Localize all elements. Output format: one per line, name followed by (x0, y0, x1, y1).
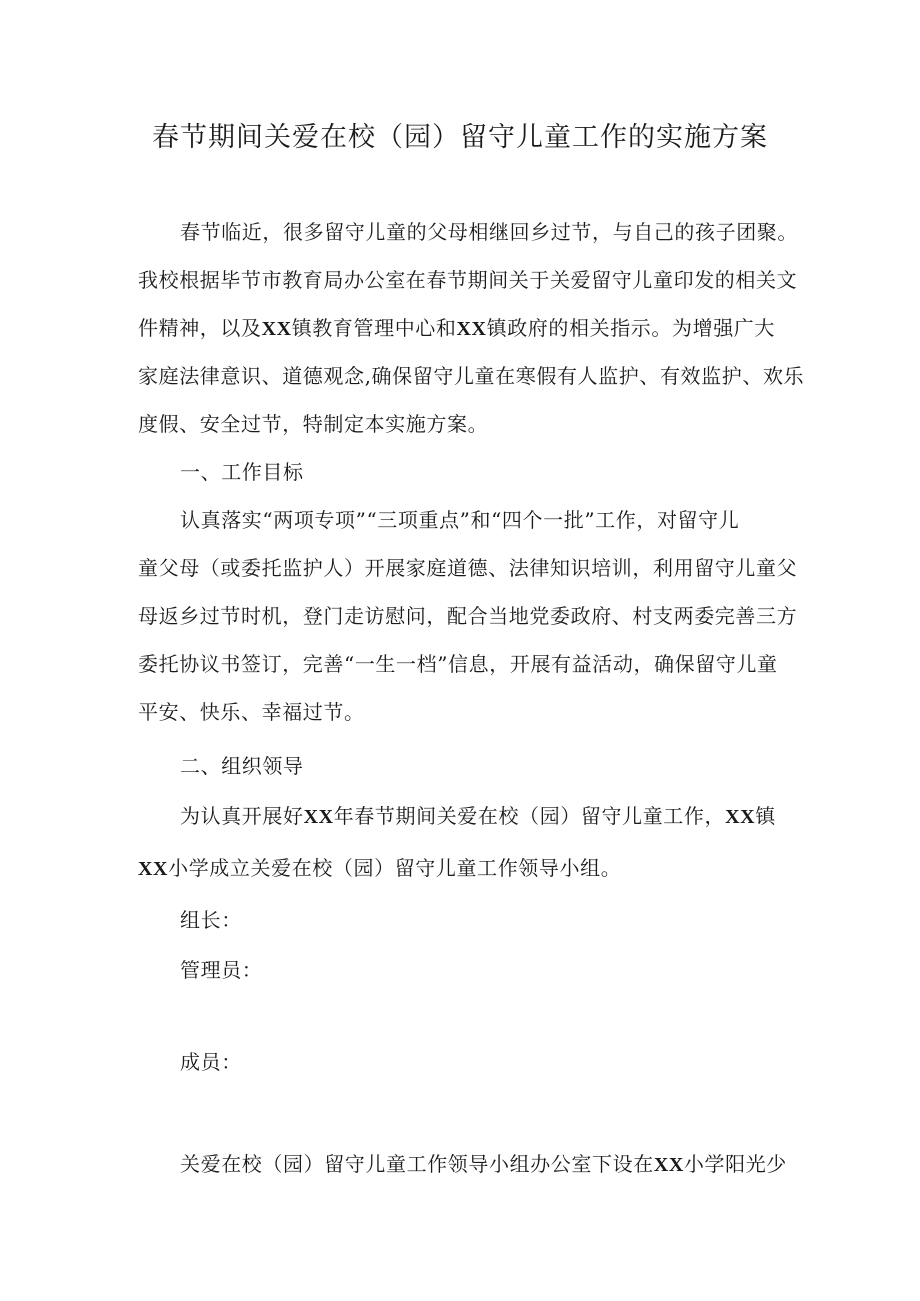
section-1-line-3: 母返乡过节时机，登门走访慰问，配合当地党委政府、村支两委完善三方 (138, 604, 798, 628)
admin-label: 管理员： (180, 958, 263, 982)
intro-line-3-part-b: 镇教育管理中心和 (291, 316, 457, 340)
section-2-line-1-part-a: 为认真开展好 (180, 804, 304, 828)
intro-line-2: 我校根据毕节市教育局办公室在春节期间关于关爱留守儿童印发的相关文 (138, 268, 798, 292)
intro-line-3-part-a: 件精神，以及 (138, 316, 262, 340)
section-1-line-4: 委托协议书签订，完善“一生一档”信息，开展有益活动，确保留守儿童 (138, 652, 778, 676)
section-1-line-5: 平安、快乐、幸福过节。 (138, 700, 365, 724)
intro-line-3-part-c: 镇政府的相关指示。为增强广大 (486, 316, 776, 340)
section-2-line-2 (138, 852, 621, 885)
section-2-line-1 (180, 800, 776, 833)
intro-line-5: 度假、安全过节，特制定本实施方案。 (138, 412, 489, 436)
section-2-line-2-part-b: 小学成立关爱在校（园）留守儿童工作领导小组。 (168, 856, 622, 880)
placeholder-xx: XX (303, 806, 334, 828)
section-1-line-2: 童父母（或委托监护人）开展家庭道德、法律知识培训，利用留守儿童父 (138, 556, 798, 580)
section-2-line-1-part-c: 镇 (755, 804, 776, 828)
office-line-part-b: 小学阳光少 (683, 1152, 787, 1176)
leader-label: 组长： (180, 908, 242, 932)
intro-line-4: 家庭法律意识、道德观念,确保留守儿童在寒假有人监护、有效监护、欢乐 (138, 364, 805, 388)
document-title: 春节期间关爱在校（园）留守儿童工作的实施方案 (152, 122, 768, 153)
section-2-line-1-part-b: 年春节期间关爱在校（园）留守儿童工作， (333, 804, 726, 828)
placeholder-xx: XX (653, 1154, 684, 1176)
office-line-part-a: 关爱在校（园）留守儿童工作领导小组办公室下设在 (180, 1152, 654, 1176)
placeholder-xx: XX (261, 318, 292, 340)
intro-line-3 (138, 312, 775, 345)
section-1-line-1: 认真落实“两项专项”“三项重点”和“四个一批”工作，对留守儿 (180, 508, 740, 532)
intro-line-1: 春节临近，很多留守儿童的父母相继回乡过节，与自己的孩子团聚。 (180, 220, 798, 244)
office-line (180, 1148, 787, 1181)
section-2-heading: 二、组织领导 (180, 754, 304, 778)
placeholder-xx: XX (138, 858, 169, 880)
placeholder-xx: XX (456, 318, 487, 340)
placeholder-xx: XX (725, 806, 756, 828)
section-1-heading: 一、工作目标 (180, 460, 304, 484)
members-label: 成员： (180, 1050, 242, 1074)
